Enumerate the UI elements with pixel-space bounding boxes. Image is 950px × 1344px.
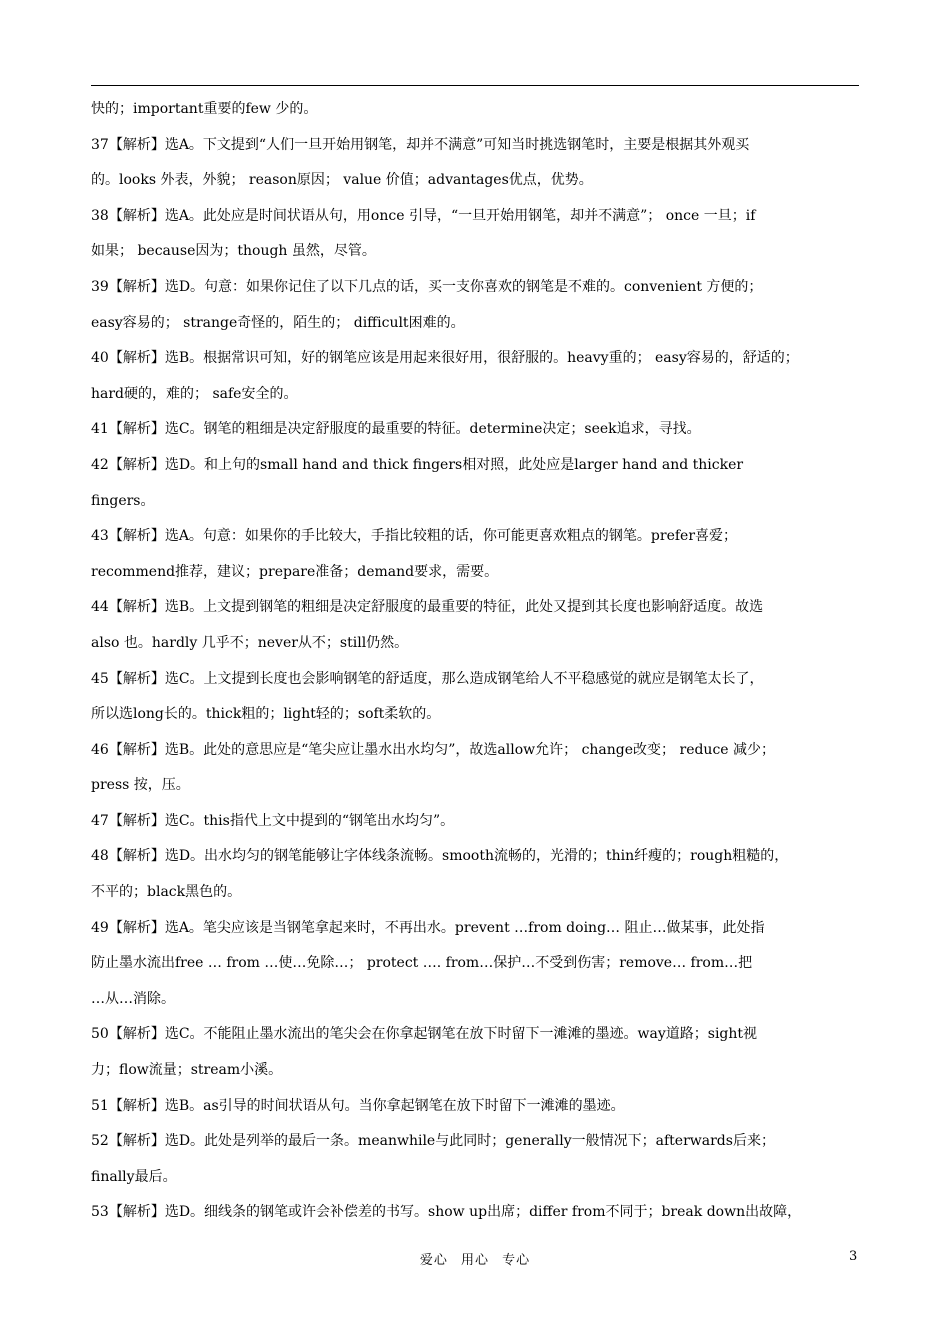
answer-explanations	[91, 92, 863, 1231]
text-line: also 也。hardly 几乎不；never从不；still仍然。	[91, 634, 409, 651]
text-line: 48【解析】选D。出水均匀的钢笔能够让字体线条流畅。smooth流畅的，光滑的；thin纤瘦的；rough粗糙的，	[91, 848, 789, 865]
text-line: 力；flow流量；stream小溪。	[91, 1062, 283, 1079]
text-line: 如果； because因为；though 虽然，尽管。	[91, 243, 376, 260]
header-rule	[91, 85, 859, 86]
text-line: 不平的；black黑色的。	[91, 884, 242, 901]
text-line: …从…消除。	[91, 990, 175, 1007]
text-line: 37【解析】选A。下文提到“人们一旦开始用钢笔，却并不满意”可知当时挑选钢笔时，主要是根据其外观买	[91, 136, 750, 153]
text-line: 47【解析】选C。this指代上文中提到的“钢笔出水均匀”。	[91, 812, 455, 829]
text-line: 40【解析】选B。根据常识可知，好的钢笔应该是用起来很好用，很舒服的。heavy重的； easy容易的，舒适的；	[91, 350, 799, 367]
text-line: 45【解析】选C。上文提到长度也会影响钢笔的舒适度，那么造成钢笔给人不平稳感觉的就应是钢笔太长了，	[91, 670, 764, 687]
footer-motto-left: 爱心	[419, 1253, 448, 1268]
text-line: 49【解析】选A。笔尖应该是当钢笔拿起来时，不再出水。prevent …from doing… 阻止…做某事，此处指	[91, 919, 765, 936]
footer-motto-right: 专心	[502, 1253, 531, 1268]
text-line: 53【解析】选D。细线条的钢笔或许会补偿差的书写。show up出席；differ from不同于；break down出故障，	[91, 1204, 802, 1221]
text-line: easy容易的； strange奇怪的，陌生的； difficult困难的。	[91, 314, 465, 331]
page-number: 3	[849, 1249, 858, 1264]
text-line: 防止墨水流出free … from …使…免除…； protect …. from…保护…不受到伤害；remove… from…把	[91, 955, 753, 972]
text-line: 52【解析】选D。此处是列举的最后一条。meanwhile与此同时；generally一般情况下；afterwards后来；	[91, 1133, 775, 1150]
text-line: 43【解析】选A。句意：如果你的手比较大，手指比较粗的话，你可能更喜欢粗点的钢笔。prefer喜爱；	[91, 528, 738, 545]
text-line: hard硬的，难的； safe安全的。	[91, 385, 298, 402]
text-line: 46【解析】选B。此处的意思应是“笔尖应让墨水出水均匀”，故选allow允许； change改变； reduce 减少；	[91, 741, 776, 758]
text-line: 39【解析】选D。句意：如果你记住了以下几点的话，买一支你喜欢的钢笔是不难的。convenient 方便的；	[91, 278, 763, 295]
text-line: 51【解析】选B。as引导的时间状语从句。当你拿起钢笔在放下时留下一滩滩的墨迹。	[91, 1097, 625, 1114]
footer-motto-middle: 用心	[460, 1253, 489, 1268]
footer-motto	[0, 1249, 950, 1268]
text-line: fingers。	[91, 492, 155, 509]
text-line: finally最后。	[91, 1168, 177, 1185]
text-line: 快的；important重要的few 少的。	[91, 101, 318, 117]
text-line: 42【解析】选D。和上句的small hand and thick fingers相对照，此处应是larger hand and thicker	[91, 456, 744, 473]
text-line: 44【解析】选B。上文提到钢笔的粗细是决定舒服度的最重要的特征，此处又提到其长度也影响舒适度。故选	[91, 599, 764, 616]
text-line: 所以选long长的。thick粗的；light轻的；soft柔软的。	[91, 706, 441, 723]
text-line: 41【解析】选C。钢笔的粗细是决定舒服度的最重要的特征。determine决定；seek追求，寻找。	[91, 421, 701, 438]
text-line: 38【解析】选A。此处应是时间状语从句，用once 引导，“一旦开始用钢笔，却并不满意”； once 一旦；if	[91, 207, 756, 224]
text-line: press 按，压。	[91, 777, 190, 794]
text-line: 的。looks 外表，外貌； reason原因； value 价值；advantages优点，优势。	[91, 172, 593, 189]
text-line: 50【解析】选C。不能阻止墨水流出的笔尖会在你拿起钢笔在放下时留下一滩滩的墨迹。way道路；sight视	[91, 1026, 758, 1043]
text-line: recommend推荐，建议；prepare准备；demand要求，需要。	[91, 563, 499, 580]
